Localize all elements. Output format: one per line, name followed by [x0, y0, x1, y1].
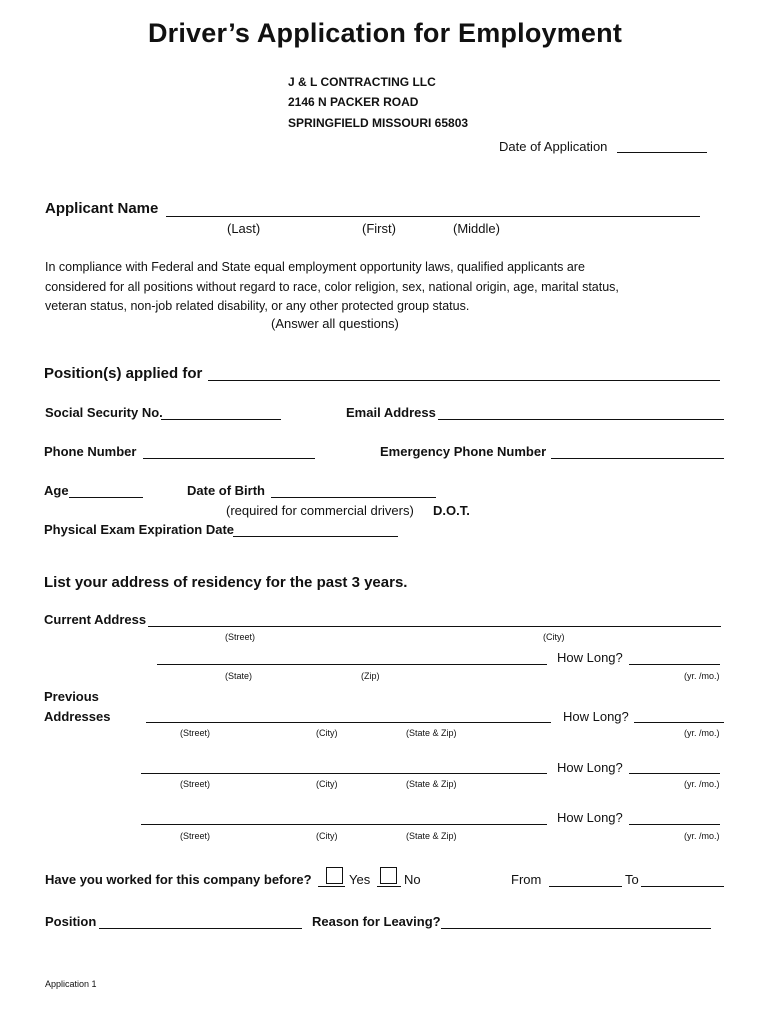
physical-exam-field[interactable]	[233, 536, 398, 537]
to-label: To	[625, 872, 639, 887]
zip-caption: (Zip)	[361, 671, 380, 681]
ssn-field[interactable]	[161, 419, 281, 420]
residency-heading: List your address of residency for the past 3 years.	[44, 574, 408, 591]
phone-label: Phone Number	[44, 444, 137, 459]
date-of-application-field[interactable]	[617, 152, 707, 153]
company-name: J & L CONTRACTING LLC	[288, 75, 436, 89]
city-caption: (City)	[316, 779, 338, 789]
name-last-caption: (Last)	[227, 221, 261, 236]
state-zip-caption: (State & Zip)	[406, 831, 457, 841]
state-caption: (State)	[225, 671, 253, 681]
how-long-label: How Long?	[557, 760, 623, 775]
yes-checkbox[interactable]	[326, 867, 343, 884]
position-field[interactable]	[99, 928, 302, 929]
addresses-label: Addresses	[44, 709, 111, 724]
age-label: Age	[44, 483, 69, 498]
state-zip-caption: (State & Zip)	[406, 728, 457, 738]
how-long-label: How Long?	[557, 650, 623, 665]
worked-before-yes-blank	[318, 886, 345, 887]
yr-mo-caption: (yr. /mo.)	[684, 671, 720, 681]
no-label: No	[404, 872, 421, 887]
street-caption: (Street)	[180, 728, 211, 738]
how-long-label: How Long?	[563, 709, 629, 724]
street-caption: (Street)	[180, 779, 211, 789]
applicant-name-label: Applicant Name	[45, 200, 159, 217]
previous-address-2-field[interactable]	[141, 773, 547, 774]
worked-before-label: Have you worked for this company before?	[45, 872, 312, 887]
form-title: Driver’s Application for Employment	[147, 18, 623, 48]
current-how-long-field[interactable]	[629, 664, 720, 665]
city-caption: (City)	[316, 728, 338, 738]
yr-mo-caption: (yr. /mo.)	[684, 831, 720, 841]
previous-1-how-long-field[interactable]	[634, 722, 724, 723]
age-field[interactable]	[69, 497, 143, 498]
answer-all-note: (Answer all questions)	[271, 316, 399, 331]
yr-mo-caption: (yr. /mo.)	[684, 779, 720, 789]
reason-leaving-label: Reason for Leaving?	[312, 914, 441, 929]
previous-address-1-field[interactable]	[146, 722, 551, 723]
date-of-application-label: Date of Application	[499, 139, 608, 154]
previous-3-how-long-field[interactable]	[629, 824, 720, 825]
current-state-zip-field[interactable]	[157, 664, 547, 665]
previous-label: Previous	[44, 689, 99, 704]
emergency-phone-label: Emergency Phone Number	[380, 444, 547, 459]
dot-label: D.O.T.	[433, 503, 470, 518]
email-field[interactable]	[438, 419, 724, 420]
current-street-city-field[interactable]	[148, 626, 721, 627]
positions-applied-label: Position(s) applied for	[44, 365, 203, 382]
street-caption: (Street)	[225, 632, 256, 642]
worked-before-no-blank	[377, 886, 401, 887]
name-first-caption: (First)	[362, 221, 396, 236]
phone-field[interactable]	[143, 458, 315, 459]
state-zip-caption: (State & Zip)	[406, 779, 457, 789]
to-field[interactable]	[641, 886, 724, 887]
previous-address-3-field[interactable]	[141, 824, 547, 825]
applicant-name-field[interactable]	[166, 216, 700, 217]
ssn-label: Social Security No.	[45, 405, 163, 420]
from-label: From	[511, 872, 542, 887]
yr-mo-caption: (yr. /mo.)	[684, 728, 720, 738]
current-address-label: Current Address	[44, 612, 147, 627]
city-caption: (City)	[543, 632, 565, 642]
company-street: 2146 N PACKER ROAD	[288, 95, 419, 109]
no-checkbox[interactable]	[380, 867, 397, 884]
email-label: Email Address	[346, 405, 436, 420]
physical-exam-label: Physical Exam Expiration Date	[44, 522, 235, 537]
eeo-line-3: veteran status, non-job related disability, or any other protected group status.	[45, 299, 470, 313]
position-label: Position	[45, 914, 97, 929]
eeo-statement	[45, 258, 725, 317]
dob-field[interactable]	[271, 497, 436, 498]
eeo-line-2: considered for all positions without regard to race, color religion, sex, national origin, age, marital status,	[45, 279, 619, 294]
emergency-phone-field[interactable]	[551, 458, 724, 459]
commercial-driver-note: (required for commercial drivers)	[226, 503, 414, 518]
eeo-line-1: In compliance with Federal and State equal employment opportunity laws, qualified applicants are	[45, 260, 585, 274]
previous-2-how-long-field[interactable]	[629, 773, 720, 774]
city-caption: (City)	[316, 831, 338, 841]
name-middle-caption: (Middle)	[453, 221, 500, 236]
street-caption: (Street)	[180, 831, 211, 841]
from-field[interactable]	[549, 886, 622, 887]
page-footer: Application 1	[45, 979, 97, 989]
positions-applied-field[interactable]	[208, 380, 720, 381]
yes-label: Yes	[349, 872, 371, 887]
company-city: SPRINGFIELD MISSOURI 65803	[288, 116, 469, 130]
dob-label: Date of Birth	[187, 483, 265, 498]
reason-leaving-field[interactable]	[441, 928, 711, 929]
how-long-label: How Long?	[557, 810, 623, 825]
